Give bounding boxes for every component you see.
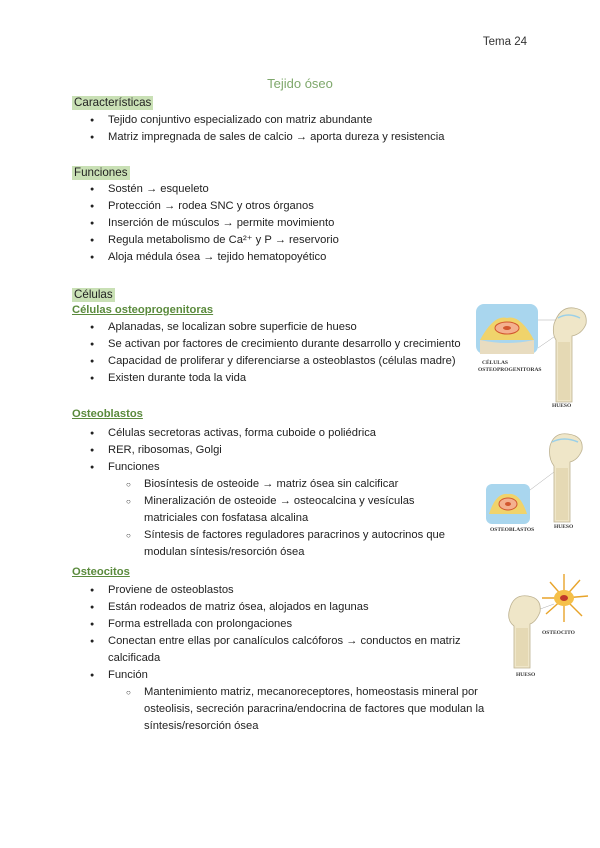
list-item: ● Funciones bbox=[90, 459, 470, 476]
list-item: ● Células secretoras activas, forma cuboide o poliédrica bbox=[90, 425, 470, 442]
topic-number: Tema 24 bbox=[482, 36, 527, 48]
list-item: ● Inserción de músculos → permite movimiento bbox=[90, 215, 339, 232]
list-item: ● Función bbox=[90, 667, 470, 684]
section-heading-funciones: Funciones bbox=[74, 166, 128, 179]
figure-bone-label: HUESO bbox=[552, 403, 572, 409]
list-subitem: ○ Mineralización de osteoide → osteocalcina y vesículas matriciales con fosfatasa alcalina bbox=[126, 493, 469, 527]
list-item: ● RER, ribosomas, Golgi bbox=[90, 442, 470, 459]
list-item: ● Aloja médula ósea → tejido hematopoyético bbox=[90, 249, 339, 266]
list-item: ● Regula metabolismo de Ca²⁺ y P → reservorio bbox=[90, 232, 339, 249]
bone-illustration-3 bbox=[506, 568, 596, 680]
section-heading-celulas: Células bbox=[74, 288, 113, 301]
figure-label: OSTEOCITO bbox=[542, 630, 575, 636]
list-item: ● Tejido conjuntivo especializado con matriz abundante bbox=[90, 112, 444, 129]
osteocitos-list bbox=[90, 582, 485, 735]
figure-bone-label: HUESO bbox=[554, 524, 574, 530]
figure-label: CÉLULAS bbox=[482, 360, 508, 366]
list-item: ● Forma estrellada con prolongaciones bbox=[90, 616, 470, 633]
list-item: ● Capacidad de proliferar y diferenciarse a osteoblastos (células madre) bbox=[90, 353, 470, 370]
subheading-osteoprogenitoras: Células osteoprogenitoras bbox=[72, 304, 214, 316]
list-item: ● Protección → rodea SNC y otros órganos bbox=[90, 198, 339, 215]
list-item: ● Existen durante toda la vida bbox=[90, 370, 470, 387]
list-item: ● Conectan entre ellas por canalículos calcóforos → conductos en matriz calcificada bbox=[90, 633, 468, 667]
list-item: ● Proviene de osteoblastos bbox=[90, 582, 470, 599]
subheading-osteoblastos: Osteoblastos bbox=[72, 408, 143, 420]
caracteristicas-list bbox=[90, 112, 444, 146]
figure-osteoprogenitoras bbox=[474, 300, 594, 415]
list-subitem: ○ Mantenimiento matriz, mecanoreceptores, homeostasis mineral por osteolisis, secreción paracrina/endocrina de factores que modulan la síntesis/resorción ósea bbox=[126, 684, 489, 735]
figure-bone-label: HUESO bbox=[516, 672, 536, 678]
list-subitem: ○ Síntesis de factores reguladores paracrinos y autocrinos que modulan síntesis/resorción ósea bbox=[126, 527, 469, 561]
osteoblastos-list bbox=[90, 425, 470, 561]
section-heading-caracteristicas: Características bbox=[74, 96, 152, 109]
bone-illustration-2 bbox=[484, 432, 594, 537]
figure-osteocito bbox=[506, 568, 596, 680]
list-item: ● Matriz impregnada de sales de calcio → aporta dureza y resistencia bbox=[90, 129, 444, 146]
list-item: ● Sostén → esqueleto bbox=[90, 181, 339, 198]
list-item: ● Están rodeados de matriz ósea, alojados en lagunas bbox=[90, 599, 470, 616]
list-subitem: ○ Biosíntesis de osteoide → matriz ósea sin calcificar bbox=[126, 476, 469, 493]
page-title: Tejido óseo bbox=[267, 76, 333, 91]
list-item: ● Se activan por factores de crecimiento durante desarrollo y crecimiento bbox=[90, 336, 470, 353]
osteoprogenitoras-list bbox=[90, 319, 470, 387]
list-item: ● Aplanadas, se localizan sobre superficie de hueso bbox=[90, 319, 470, 336]
funciones-list bbox=[90, 181, 339, 266]
figure-label: OSTEOPROGENITORAS bbox=[478, 367, 542, 373]
figure-osteoblastos bbox=[484, 432, 594, 537]
bone-illustration-1 bbox=[474, 300, 594, 415]
figure-label: OSTEOBLASTOS bbox=[490, 527, 535, 533]
subheading-osteocitos: Osteocitos bbox=[72, 566, 130, 578]
